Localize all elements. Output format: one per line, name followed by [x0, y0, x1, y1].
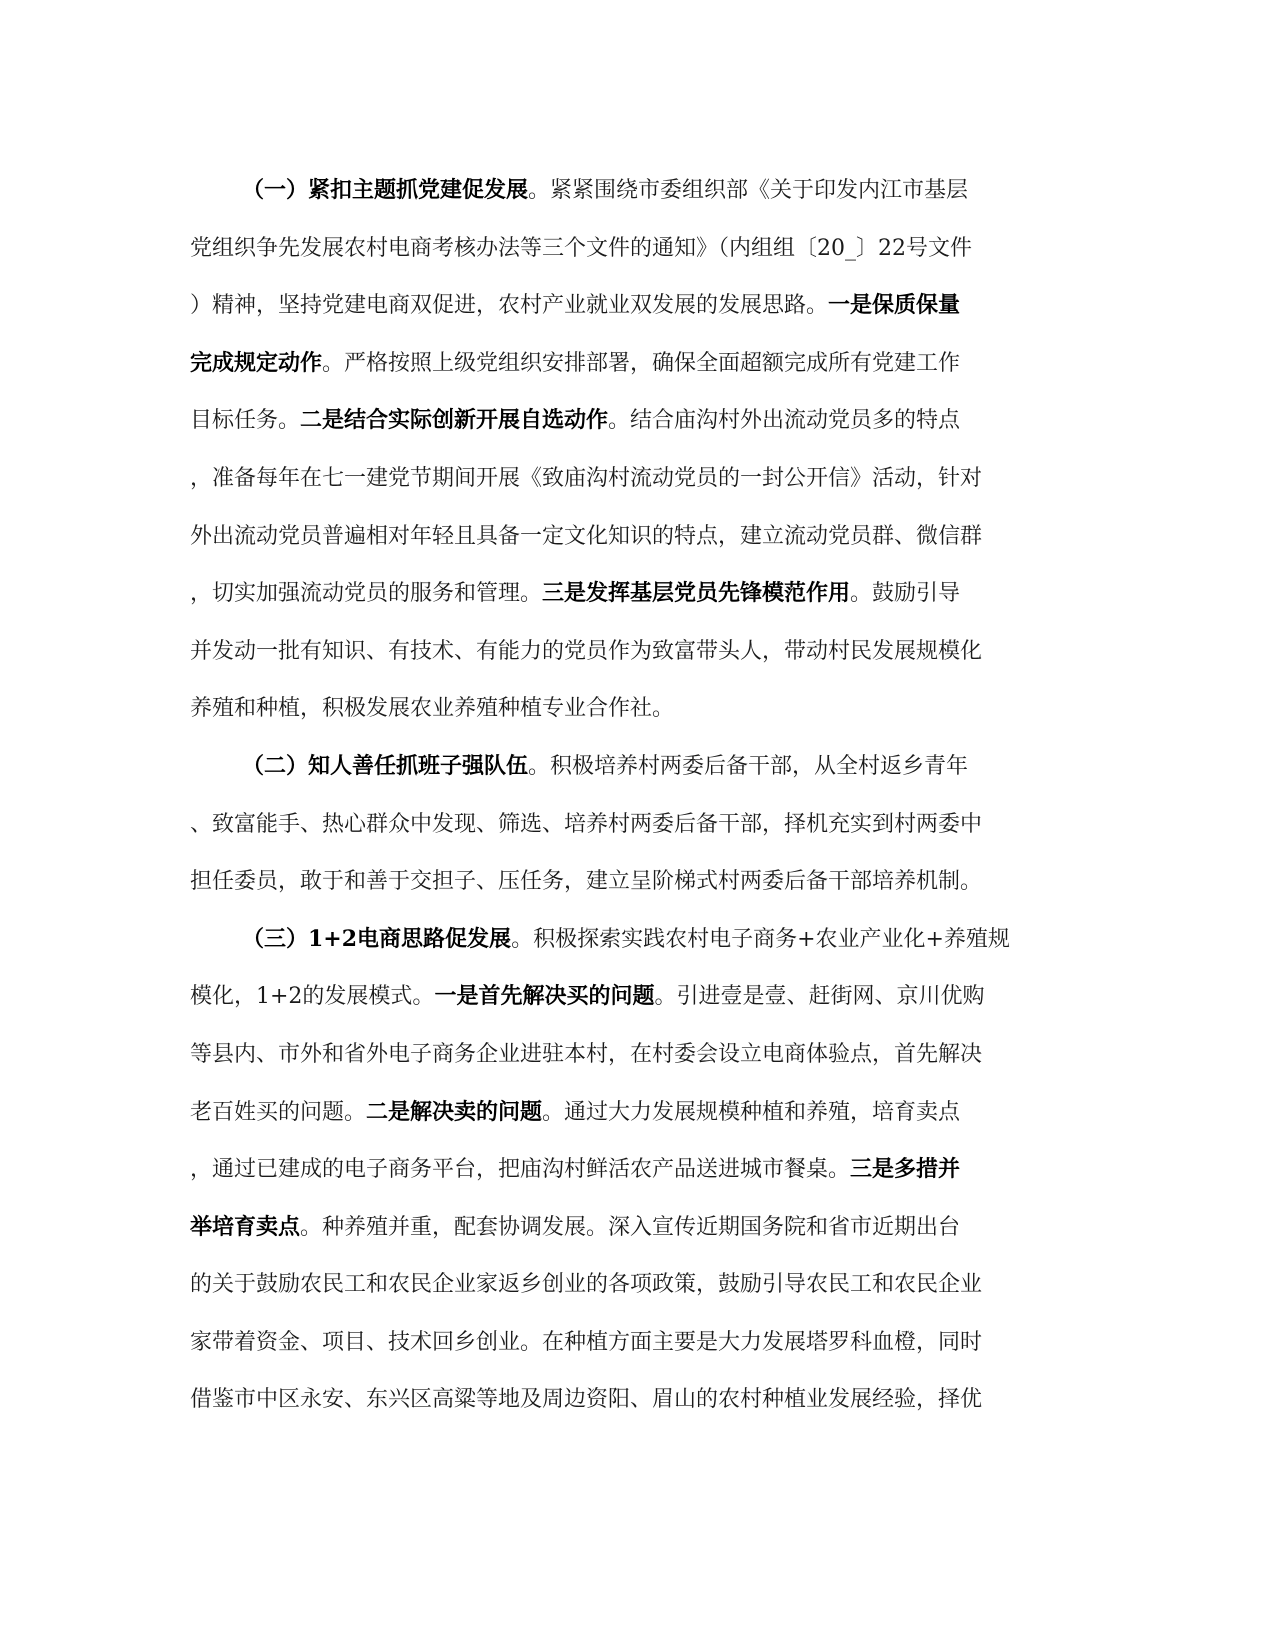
text-segment: 。种养殖并重，配套协调发展。深入宣传近期国务院和省市近期出台	[300, 1214, 961, 1240]
text-line	[190, 853, 1090, 911]
text-line	[190, 1199, 1090, 1257]
bold-text-segment: 举培育卖点	[190, 1213, 301, 1240]
text-line	[190, 738, 1090, 796]
text-segment: 。紧紧围绕市委组织部《关于印发内江市基层	[528, 178, 969, 203]
bold-text-segment: 二是解决卖的问题	[366, 1098, 543, 1125]
bold-text-segment: （二）知人善任抓班子强队伍	[242, 752, 529, 779]
text-segment: ，准备每年在七一建党节期间开展《致庙沟村流动党员的一封公开信》活动，针对	[190, 465, 983, 491]
text-segment: 。通过大力发展规模种植和养殖，培育卖点	[542, 1099, 961, 1125]
text-segment: 、致富能手、热心群众中发现、筛选、培养村两委后备干部，择机充实到村两委中	[190, 811, 983, 837]
text-line	[190, 1084, 1090, 1142]
text-line	[190, 623, 1090, 681]
text-line	[190, 565, 1090, 623]
text-segment: ）精神，坚持党建电商双促进，农村产业就业双发展的发展思路。	[190, 293, 829, 319]
text-segment: 党组织争先发展农村电商考核办法等三个文件的通知》（内组组〔20_〕22号文件	[190, 235, 972, 261]
text-line	[190, 796, 1090, 854]
bold-text-segment: 二是结合实际创新开展自选动作	[300, 407, 609, 434]
bold-text-segment: 一是首先解决买的问题	[434, 983, 655, 1010]
text-segment: 家带着资金、项目、技术回乡创业。在种植方面主要是大力发展塔罗科血橙，同时	[190, 1329, 983, 1355]
text-line	[190, 392, 1090, 450]
text-line	[190, 335, 1090, 393]
text-segment: ，切实加强流动党员的服务和管理。	[190, 581, 543, 607]
bold-text-segment: （三）1+2电商思路促发展	[242, 925, 512, 952]
text-segment: 。严格按照上级党组织安排部署，确保全面超额完成所有党建工作	[322, 350, 961, 376]
text-line	[190, 1371, 1090, 1429]
text-line	[190, 968, 1090, 1026]
text-segment: 目标任务。	[190, 408, 301, 434]
bold-text-segment: 三是发挥基层党员先锋模范作用	[542, 580, 851, 607]
text-segment: ，通过已建成的电子商务平台，把庙沟村鲜活农产品送进城市餐桌。	[190, 1157, 851, 1183]
text-line	[190, 1314, 1090, 1372]
text-line	[190, 680, 1090, 738]
text-line	[190, 1141, 1090, 1199]
text-segment: 。引进壹是壹、赶街网、京川优购	[654, 984, 985, 1010]
text-line	[190, 450, 1090, 508]
bold-text-segment: 完成规定动作	[190, 349, 323, 376]
text-segment: 并发动一批有知识、有技术、有能力的党员作为致富带头人，带动村民发展规模化	[190, 638, 983, 664]
text-segment: 老百姓买的问题。	[190, 1099, 367, 1125]
body-text	[190, 162, 1090, 1429]
text-line	[190, 220, 1090, 278]
text-segment: 模化，1+2的发展模式。	[190, 984, 435, 1010]
text-segment: 。结合庙沟村外出流动党员多的特点	[608, 408, 961, 434]
text-segment: 。鼓励引导	[850, 581, 961, 607]
text-line	[190, 508, 1090, 566]
text-line	[190, 162, 1090, 220]
text-segment: 担任委员，敢于和善于交担子、压任务，建立呈阶梯式村两委后备干部培养机制。	[190, 869, 983, 895]
text-line	[190, 277, 1090, 335]
text-line	[190, 1026, 1090, 1084]
text-segment: 养殖和种植，积极发展农业养殖种植专业合作社。	[190, 696, 675, 722]
text-line	[190, 1256, 1090, 1314]
text-segment: 。积极培养村两委后备干部，从全村返乡青年	[528, 753, 969, 779]
text-segment: 。积极探索实践农村电子商务+农业产业化+养殖规	[511, 926, 1010, 952]
text-segment: 等县内、市外和省外电子商务企业进驻本村，在村委会设立电商体验点，首先解决	[190, 1041, 983, 1067]
text-segment: 借鉴市中区永安、东兴区高粱等地及周边资阳、眉山的农村种植业发展经验，择优	[190, 1387, 983, 1413]
text-line	[190, 911, 1090, 969]
bold-text-segment: 三是多措并	[850, 1156, 961, 1183]
text-segment: 的关于鼓励农民工和农民企业家返乡创业的各项政策，鼓励引导农民工和农民企业	[190, 1272, 983, 1298]
text-segment: 外出流动党员普遍相对年轻且具备一定文化知识的特点，建立流动党员群、微信群	[190, 523, 983, 549]
bold-text-segment: 一是保质保量	[828, 292, 961, 319]
bold-text-segment: （一）紧扣主题抓党建促发展	[242, 177, 529, 203]
